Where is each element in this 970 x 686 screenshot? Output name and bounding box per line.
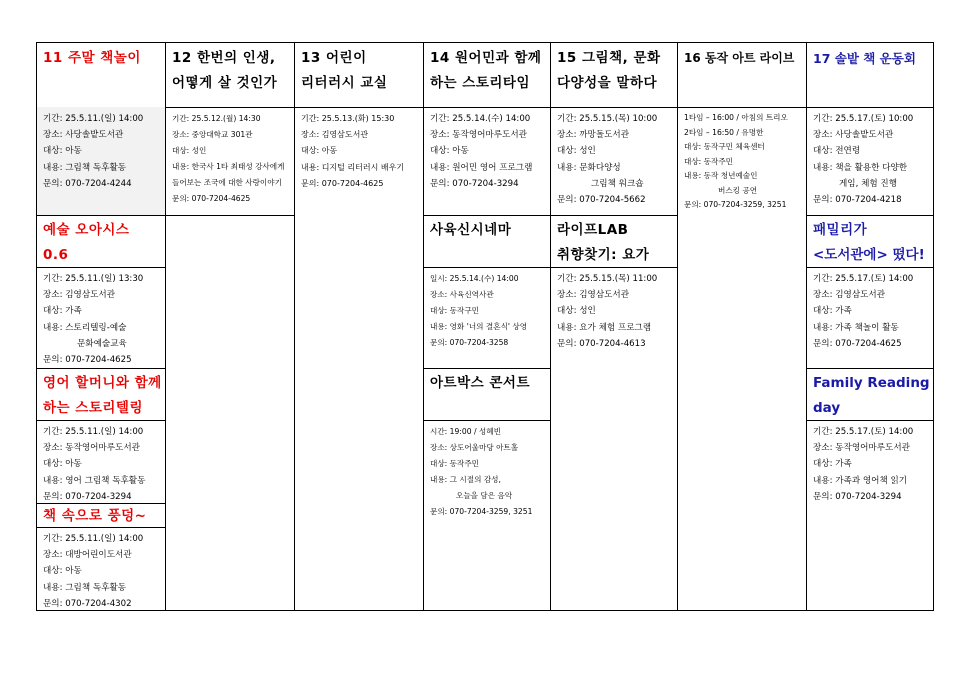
column-day-14 <box>424 43 551 610</box>
event-title-family-at-library: 패밀리가 <도서관에> 떴다! <box>813 222 925 263</box>
event-details-picture-book-diversity: 기간: 25.5.15.(목) 10:00 장소: 까망돌도서관 대상: 성인 내용: 문화다양성 그림책 워크숍 문의: 070-7204-5662 <box>557 114 658 206</box>
event-title-solbat-book-sports: 17 솔밭 책 운동회 <box>813 51 916 66</box>
event-title-english-grandma-storytelling: 영어 할머니와 함께 하는 스토리텔링 <box>43 375 162 416</box>
event-details-sayuksin-cinema: 일시: 25.5.14.(수) 14:00 장소: 사육신역사관 대상: 동작구민 내용: 영화 '너의 결혼식' 상영 문의: 070-7204-3258 <box>430 274 528 347</box>
column-day-17 <box>807 43 933 610</box>
event-details-native-speaker-storytime: 기간: 25.5.14.(수) 14:00 장소: 동작영어마루도서관 대상: 아동 내용: 원어민 영어 프로그램 문의: 070-7204-3294 <box>430 114 533 189</box>
column-day-15 <box>551 43 678 610</box>
event-title-children-literacy: 13 어린이 리터러시 교실 <box>301 50 388 91</box>
event-title-family-reading-day: Family Reading day <box>813 375 930 416</box>
event-title-lifelab-yoga: 라이프LAB 취향찾기: 요가 <box>557 222 650 263</box>
event-title-weekend-book-play: 11 주말 책놀이 <box>43 50 141 66</box>
column-day-11 <box>37 43 166 610</box>
event-details-art-oasis: 기간: 25.5.11.(일) 13:30 장소: 김영삼도서관 대상: 가족 내용: 스토리텔링-예술 문화예술교육 문의: 070-7204-4625 <box>43 274 144 366</box>
event-title-picture-book-diversity: 15 그림책, 문화 다양성을 말하다 <box>557 50 661 91</box>
event-details-family-at-library: 기간: 25.5.17.(토) 14:00 장소: 김영삼도서관 대상: 가족 내용: 가족 책놀이 활동 문의: 070-7204-4625 <box>813 274 914 349</box>
column-day-13 <box>295 43 424 610</box>
event-title-into-the-book: 책 속으로 풍덩~ <box>43 508 147 524</box>
column-day-16 <box>678 43 807 610</box>
event-details-one-life: 기간: 25.5.12.(월) 14:30 장소: 중앙대학교 301관 대상: 성인 내용: 한국사 1타 최태성 강사에게 들어보는 조국에 대한 사랑이야기 문의: 070-7204-4625 <box>172 114 285 203</box>
event-details-children-literacy: 기간: 25.5.13.(화) 15:30 장소: 김영삼도서관 대상: 아동 내용: 디지털 리터러시 배우기 문의: 070-7204-4625 <box>301 114 405 188</box>
event-details-weekend-book-play: 기간: 25.5.11.(일) 14:00 장소: 사당솔밭도서관 대상: 아동 내용: 그림책 독후활동 문의: 070-7204-4244 <box>37 107 165 215</box>
event-details-solbat-book-sports: 기간: 25.5.17.(토) 10:00 장소: 사당솔밭도서관 대상: 전연령 내용: 책을 활용한 다양한 게임, 체험 진행 문의: 070-7204-4218 <box>813 114 914 206</box>
event-title-native-speaker-storytime: 14 원어민과 함께 하는 스토리타임 <box>430 50 542 91</box>
event-schedule-table <box>36 42 934 611</box>
event-details-lifelab-yoga: 기간: 25.5.15.(목) 11:00 장소: 김영삼도서관 대상: 성인 내용: 요가 체험 프로그램 문의: 070-7204-4613 <box>557 274 658 349</box>
column-day-12 <box>166 43 295 610</box>
event-details-family-reading-day: 기간: 25.5.17.(토) 14:00 장소: 동작영어마루도서관 대상: 가족 내용: 가족과 영어책 읽기 문의: 070-7204-3294 <box>813 427 914 502</box>
event-details-artbox-concert: 시간: 19:00 / 성혜빈 장소: 상도어울마당 아트홀 대상: 동작주민 내용: 그 시절의 감성, 오늘을 담은 음악 문의: 070-7204-3259, 3251 <box>430 427 533 516</box>
event-title-artbox-concert: 아트박스 콘서트 <box>430 375 530 391</box>
event-title-dongjak-art-live: 16 동작 아트 라이브 <box>684 51 795 65</box>
event-title-one-life: 12 한번의 인생, 어떻게 살 것인가 <box>172 50 278 91</box>
event-details-english-grandma-storytelling: 기간: 25.5.11.(일) 14:00 장소: 동작영어마루도서관 대상: 아동 내용: 영어 그림책 독후활동 문의: 070-7204-3294 <box>43 427 146 502</box>
event-title-sayuksin-cinema: 사육신시네마 <box>430 222 512 238</box>
event-title-art-oasis: 예술 오아시스 0.6 <box>43 222 130 263</box>
event-details-into-the-book: 기간: 25.5.11.(일) 14:00 장소: 대방어린이도서관 대상: 아동 내용: 그림책 독후활동 문의: 070-7204-4302 <box>43 534 144 609</box>
event-details-dongjak-art-live: 1타임 – 16:00 / 아침의 트리오 2타임 – 16:50 / 유명한 대상: 동작구민 체육센터 대상: 동작주민 내용: 동작 청년예술인 버스킹 공연 문의: 070-7204-3259, 3251 <box>684 113 788 209</box>
